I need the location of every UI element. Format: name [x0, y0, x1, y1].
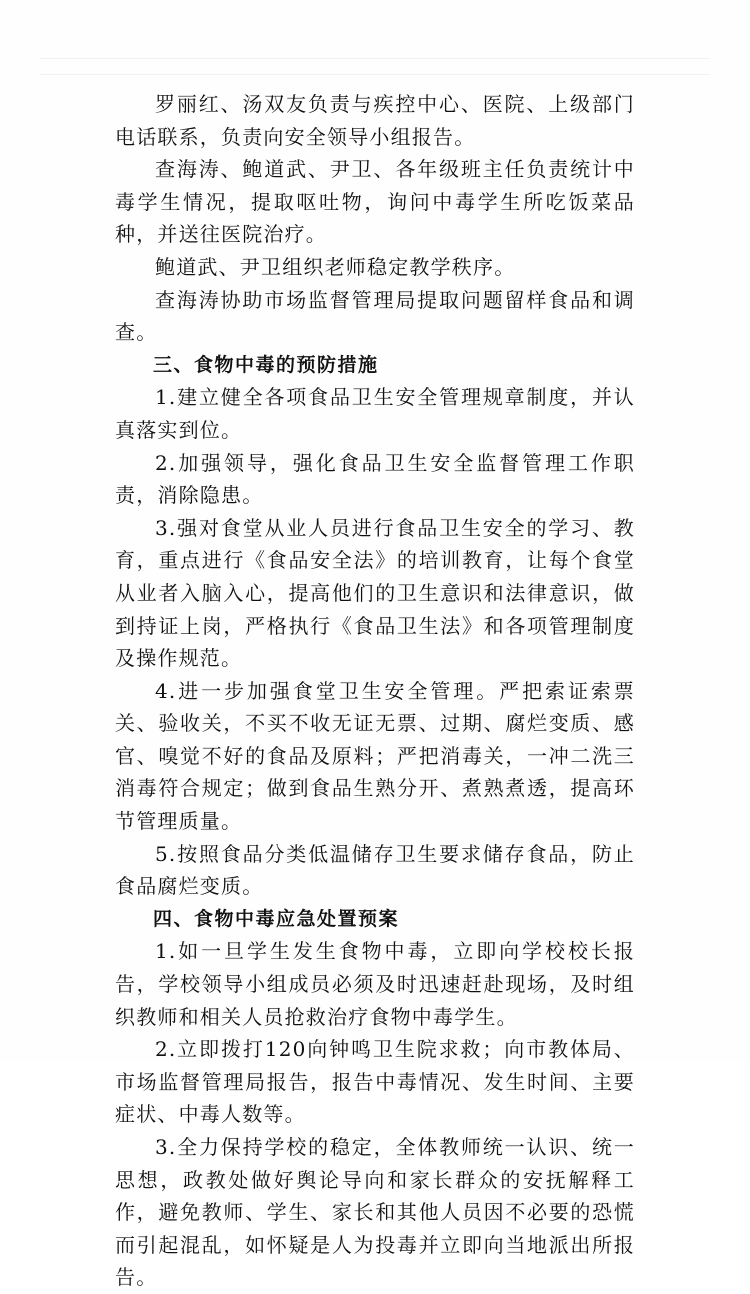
paragraph-contact-duty: 罗丽红、汤双友负责与疾控中心、医院、上级部门电话联系，负责向安全领导小组报告。 — [115, 92, 635, 149]
prevention-item-4: 4.进一步加强食堂卫生安全管理。严把索证索票关、验收关，不买不收无证无票、过期、腐烂变质、感官、嗅觉不好的食品及原料；严把消毒关，一冲二洗三消毒符合规定；做到食品生熟分开、煮熟煮透，提高环节管理质量。 — [115, 678, 635, 834]
prevention-item-2: 2.加强领导，强化食品卫生安全监督管理工作职责，消除隐患。 — [115, 450, 635, 508]
prevention-item-3: 3.强对食堂从业人员进行食品卫生安全的学习、教育，重点进行《食品安全法》的培训教育，让每个食堂从业者入脑入心，提高他们的卫生意识和法律意识，做到持证上岗，严格执行《食品卫生法》和各项管理制度及操作规范。 — [115, 515, 635, 671]
section-heading-prevention: 三、食物中毒的预防措施 — [153, 353, 379, 376]
prevention-item-1: 1.建立健全各项食品卫生安全管理规章制度，并认真落实到位。 — [115, 385, 635, 442]
prevention-item-5: 5.按照食品分类低温储存卫生要求储存食品，防止食品腐烂变质。 — [115, 841, 635, 899]
section-heading-emergency: 四、食物中毒应急处置预案 — [153, 907, 400, 930]
scan-artifact-line — [40, 58, 710, 59]
paragraph-sample-duty: 查海涛协助市场监督管理局提取问题留样食品和调查。 — [115, 287, 635, 345]
paragraph-order-duty: 鲍道武、尹卫组织老师稳定教学秩序。 — [155, 254, 516, 279]
emergency-item-1: 1.如一旦学生发生食物中毒，立即向学校校长报告，学校领导小组成员必须及时迅速赶赴现场，及时组织教师和相关人员抢救治疗食物中毒学生。 — [115, 939, 635, 1029]
scan-artifact-line — [40, 74, 710, 75]
emergency-item-2: 2.立即拨打120向钟鸣卫生院求救；向市教体局、市场监督管理局报告，报告中毒情况、发生时间、主要症状、中毒人数等。 — [115, 1037, 635, 1127]
paragraph-statistics-duty: 查海涛、鲍道武、尹卫、各年级班主任负责统计中毒学生情况，提取呕吐物，询问中毒学生所吃饭菜品种，并送往医院治疗。 — [115, 157, 635, 247]
document-body — [115, 88, 635, 1294]
emergency-item-3: 3.全力保持学校的稳定，全体教师统一认识、统一思想，政教处做好舆论导向和家长群众的安抚解释工作，避免教师、学生、家长和其他人员因不必要的恐慌而引起混乱，如怀疑是人为投毒并立即向当地派出所报告。 — [115, 1135, 635, 1290]
